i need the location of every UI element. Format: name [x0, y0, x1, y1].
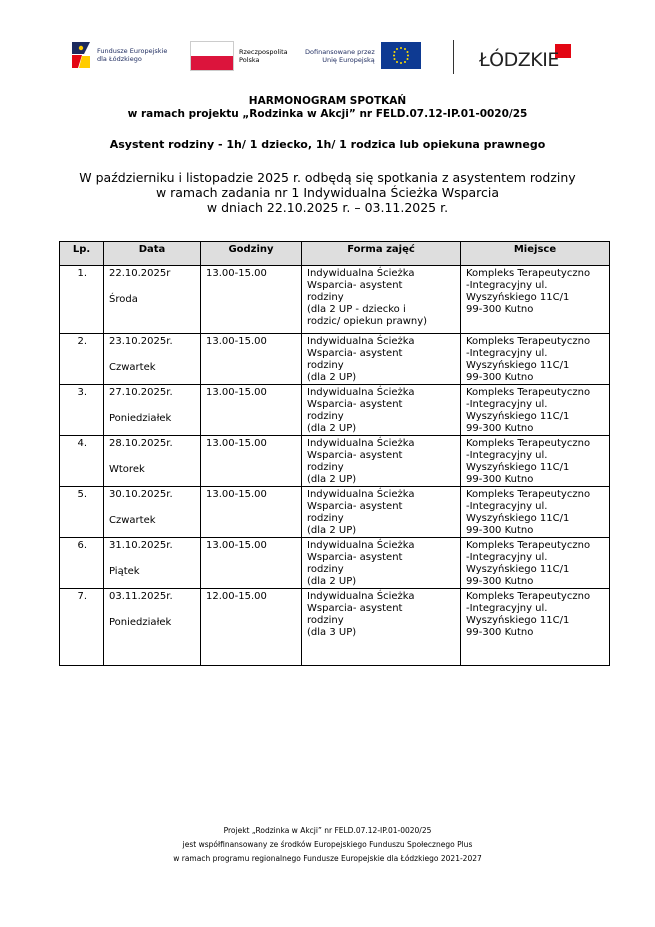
date-cell [104, 385, 200, 425]
cell-lp [60, 487, 104, 538]
table-row [60, 589, 610, 666]
place-line: -Integracyjny ul. [466, 450, 548, 461]
place-line: Kompleks Terapeutyczno [466, 489, 591, 500]
form-line: (dla 2 UP) [307, 525, 357, 536]
form-line: Wsparcia- asystent [307, 501, 403, 512]
rp-logo-line1: Rzeczpospolita [239, 48, 288, 56]
place-cell [461, 334, 609, 384]
weekday: Wtorek [109, 464, 145, 475]
date-cell [104, 538, 200, 578]
cell-date [104, 334, 201, 385]
header-lp: Lp. [60, 242, 104, 266]
place-line: Kompleks Terapeutyczno [466, 268, 591, 279]
form-line: Indywidualna Ścieżka [307, 336, 415, 347]
place-line: 99-300 Kutno [466, 576, 534, 587]
form-line: Wsparcia- asystent [307, 280, 403, 291]
fe-stars-icon [70, 40, 92, 70]
place-line: Kompleks Terapeutyczno [466, 438, 591, 449]
cell-place [461, 538, 610, 589]
subtitle: Asystent rodziny - 1h/ 1 dziecko, 1h/ 1 rodzica lub opiekuna prawnego [109, 138, 546, 151]
lodzkie-logo [479, 44, 579, 70]
cell-date [104, 385, 201, 436]
date-value: 27.10.2025r. [109, 387, 173, 398]
form-line: rodziny [307, 411, 344, 422]
cell-hours [201, 266, 302, 334]
cell-hours [201, 538, 302, 589]
form-line: Indywidualna Ścieżka [307, 540, 415, 551]
intro-line-2: w ramach zadania nr 1 Indywidualna Ścieżka Wsparcia [155, 185, 500, 200]
fe-logo-line1: Fundusze Europejskie [97, 47, 168, 55]
cell-place [461, 334, 610, 385]
form-cell [302, 436, 460, 486]
place-line: -Integracyjny ul. [466, 399, 548, 410]
weekday: Czwartek [109, 515, 156, 526]
hours-value: 13.00-15.00 [206, 438, 267, 449]
place-line: Wyszyńskiego 11C/1 [466, 462, 570, 473]
table-row [60, 266, 610, 334]
form-line: Indywidualna Ścieżka [307, 489, 415, 500]
place-line: -Integracyjny ul. [466, 280, 548, 291]
form-line: (dla 2 UP) [307, 576, 357, 587]
place-line: -Integracyjny ul. [466, 603, 548, 614]
cell-form [302, 487, 461, 538]
hours-value: 13.00-15.00 [206, 540, 267, 551]
date-cell [104, 487, 200, 527]
hours-value: 12.00-15.00 [206, 591, 267, 602]
place-line: -Integracyjny ul. [466, 501, 548, 512]
form-line: (dla 2 UP) [307, 372, 357, 383]
cell-place [461, 436, 610, 487]
table-row [60, 385, 610, 436]
date-value: 22.10.2025r [109, 268, 171, 279]
date-cell [104, 266, 200, 306]
cell-place [461, 487, 610, 538]
form-cell [302, 266, 460, 328]
place-line: Wyszyńskiego 11C/1 [466, 411, 570, 422]
date-value: 03.11.2025r. [109, 591, 173, 602]
table-row [60, 487, 610, 538]
place-line: 99-300 Kutno [466, 423, 534, 434]
project-line: w ramach projektu „Rodzinka w Akcji” nr FELD.07.12-IP.01-0020/25 [127, 108, 528, 120]
table-row [60, 538, 610, 589]
form-line: rodziny [307, 360, 344, 371]
cell-date [104, 436, 201, 487]
form-line: Wsparcia- asystent [307, 552, 403, 563]
cell-form [302, 436, 461, 487]
row-number: 6. [77, 540, 87, 551]
date-value: 23.10.2025r. [109, 336, 173, 347]
place-line: 99-300 Kutno [466, 372, 534, 383]
fe-logo [70, 40, 167, 70]
form-line: (dla 3 UP) [307, 627, 357, 638]
rp-logo-line2: Polska [239, 56, 260, 64]
place-line: 99-300 Kutno [466, 304, 534, 315]
footer-line-1: Projekt „Rodzinka w Akcji” nr FELD.07.12-IP.01-0020/25 [223, 826, 432, 835]
form-line: Indywidualna Ścieżka [307, 591, 415, 602]
intro-line-1: W październiku i listopadzie 2025 r. odbędą się spotkania z asystentem rodziny [79, 170, 576, 185]
table-row [60, 334, 610, 385]
weekday: Piątek [109, 566, 140, 577]
cell-form [302, 538, 461, 589]
form-line: Indywidualna Ścieżka [307, 268, 415, 279]
place-line: Wyszyńskiego 11C/1 [466, 564, 570, 575]
cell-date [104, 266, 201, 334]
row-number: 4. [77, 438, 87, 449]
form-line: (dla 2 UP) [307, 423, 357, 434]
place-cell [461, 487, 609, 537]
date-value: 31.10.2025r. [109, 540, 173, 551]
page-title: HARMONOGRAM SPOTKAŃ [248, 95, 407, 107]
place-line: Kompleks Terapeutyczno [466, 336, 591, 347]
eu-logo [305, 42, 421, 69]
form-line: Wsparcia- asystent [307, 450, 403, 461]
form-line: Wsparcia- asystent [307, 603, 403, 614]
cell-hours [201, 436, 302, 487]
form-cell [302, 487, 460, 537]
footer-line-3: w ramach programu regionalnego Fundusze Europejskie dla Łódzkiego 2021-2027 [173, 854, 482, 863]
form-line: rodzic/ opiekun prawny) [307, 316, 428, 327]
eu-flag-icon [381, 42, 421, 69]
date-value: 28.10.2025r. [109, 438, 173, 449]
form-line: Indywidualna Ścieżka [307, 438, 415, 449]
cell-lp [60, 385, 104, 436]
row-number: 3. [77, 387, 87, 398]
cell-lp [60, 589, 104, 666]
form-line: (dla 2 UP) [307, 474, 357, 485]
form-cell [302, 589, 460, 639]
form-cell [302, 334, 460, 384]
cell-place [461, 266, 610, 334]
place-line: 99-300 Kutno [466, 627, 534, 638]
schedule-table [59, 241, 610, 666]
cell-hours [201, 334, 302, 385]
hours-value: 13.00-15.00 [206, 336, 267, 347]
eu-logo-line1: Dofinansowane przez [305, 47, 375, 56]
form-line: Indywidualna Ścieżka [307, 387, 415, 398]
rp-logo [190, 41, 288, 71]
cell-hours [201, 589, 302, 666]
place-cell [461, 436, 609, 486]
place-line: 99-300 Kutno [466, 474, 534, 485]
form-cell [302, 538, 460, 588]
eu-logo-line2: Unię Europejską [322, 55, 375, 64]
weekday: Środa [109, 294, 138, 305]
weekday: Poniedziałek [109, 617, 172, 628]
hours-value: 13.00-15.00 [206, 489, 267, 500]
form-line: (dla 2 UP - dziecko i [307, 304, 406, 315]
hours-value: 13.00-15.00 [206, 268, 267, 279]
form-line: rodziny [307, 564, 344, 575]
lodzkie-wordmark-text: ŁÓDZKIE [479, 49, 559, 70]
form-line: Wsparcia- asystent [307, 348, 403, 359]
header-place: Miejsce [461, 242, 610, 266]
lodzkie-wordmark-icon [479, 44, 579, 70]
place-line: Wyszyńskiego 11C/1 [466, 360, 570, 371]
date-cell [104, 436, 200, 476]
place-line: Kompleks Terapeutyczno [466, 540, 591, 551]
weekday: Czwartek [109, 362, 156, 373]
hours-value: 13.00-15.00 [206, 387, 267, 398]
form-line: rodziny [307, 615, 344, 626]
header-form: Forma zajęć [302, 242, 461, 266]
logo-bar [70, 38, 590, 78]
cell-hours [201, 385, 302, 436]
place-line: Wyszyńskiego 11C/1 [466, 615, 570, 626]
date-cell [104, 589, 200, 629]
row-number: 5. [77, 489, 87, 500]
cell-date [104, 487, 201, 538]
cell-form [302, 385, 461, 436]
place-line: 99-300 Kutno [466, 525, 534, 536]
cell-lp [60, 538, 104, 589]
cell-form [302, 334, 461, 385]
place-cell [461, 589, 609, 639]
row-number: 1. [77, 268, 87, 279]
table-header-row [60, 242, 610, 266]
date-cell [104, 334, 200, 374]
cell-lp [60, 334, 104, 385]
place-line: -Integracyjny ul. [466, 348, 548, 359]
form-line: rodziny [307, 462, 344, 473]
weekday: Poniedziałek [109, 413, 172, 424]
row-number: 7. [77, 591, 87, 602]
place-cell [461, 538, 609, 588]
place-line: Wyszyńskiego 11C/1 [466, 292, 570, 303]
place-cell [461, 266, 609, 316]
form-line: Wsparcia- asystent [307, 399, 403, 410]
cell-form [302, 266, 461, 334]
date-value: 30.10.2025r. [109, 489, 173, 500]
table-row [60, 436, 610, 487]
row-number: 2. [77, 336, 87, 347]
header-date: Data [104, 242, 201, 266]
fe-logo-line2: dla Łódzkiego [97, 55, 142, 63]
place-cell [461, 385, 609, 435]
cell-hours [201, 487, 302, 538]
footer-line-2: jest współfinansowany ze środków Europejskiego Funduszu Społecznego Plus [182, 840, 473, 849]
place-line: Kompleks Terapeutyczno [466, 387, 591, 398]
intro-line-3: w dniach 22.10.2025 r. – 03.11.2025 r. [206, 200, 449, 215]
cell-lp [60, 266, 104, 334]
cell-date [104, 538, 201, 589]
form-line: rodziny [307, 292, 344, 303]
form-line: rodziny [307, 513, 344, 524]
cell-place [461, 589, 610, 666]
cell-date [104, 589, 201, 666]
header-hours: Godziny [201, 242, 302, 266]
cell-form [302, 589, 461, 666]
place-line: -Integracyjny ul. [466, 552, 548, 563]
place-line: Wyszyńskiego 11C/1 [466, 513, 570, 524]
form-cell [302, 385, 460, 435]
logo-divider [453, 40, 454, 74]
cell-place [461, 385, 610, 436]
place-line: Kompleks Terapeutyczno [466, 591, 591, 602]
cell-lp [60, 436, 104, 487]
polish-flag-icon [190, 41, 234, 71]
